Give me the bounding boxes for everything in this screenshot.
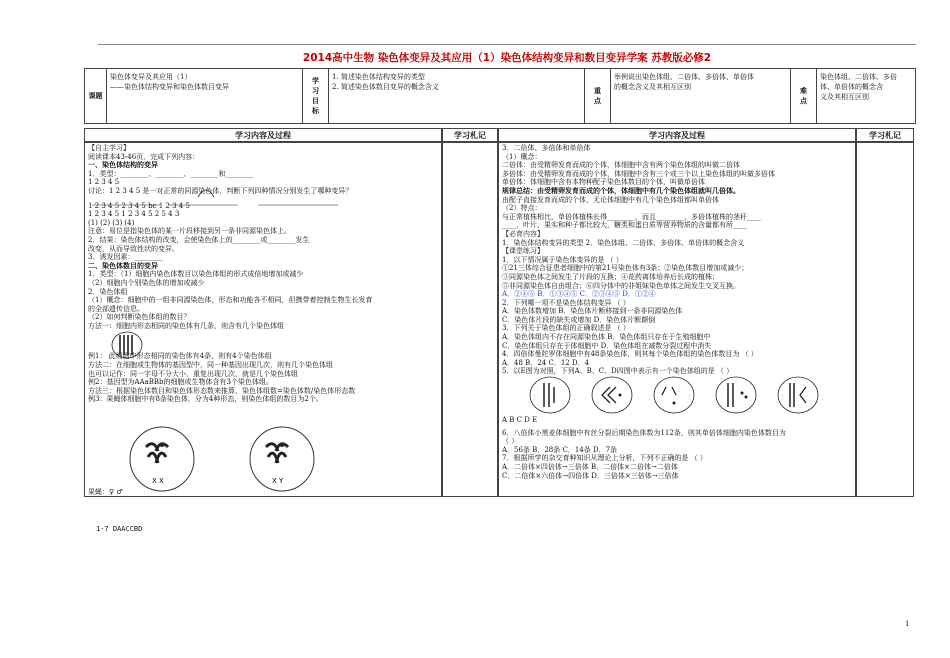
- question: 7．根据所学的杂交育种知识从理论上分析，下列不正确的是 （ ）: [502, 454, 707, 463]
- chromosome-row: 1 2 3 4 5 2 3 4 5 bc 1 2 3 4 5: [88, 201, 190, 210]
- figure-labels: (1) (2) (3) (4): [88, 218, 135, 227]
- goal-line-2: 2. 简述染色体数目变异的概念含义: [332, 83, 439, 91]
- right-notes-heading: 学习札记: [856, 128, 914, 142]
- male-sex-chromosomes: X Y: [272, 477, 284, 485]
- key-label: 重点: [585, 69, 611, 123]
- text-line: 【课堂练习】: [502, 247, 544, 256]
- text-line: 改变，从而导致性状的变异。: [88, 244, 179, 253]
- right-content-text: [502, 144, 854, 480]
- text-line: 的全部遗传信息。: [88, 304, 144, 313]
- key-line-2: 的概念含义及其相互区别: [614, 83, 691, 91]
- male-chromosomes: [266, 444, 288, 463]
- figure-labels: A B C D E: [502, 416, 538, 425]
- text-line: ③同源染色体之间发生了片段的互换；④花药离体培养后长成的植株；: [502, 272, 719, 281]
- cell-figure-c: [654, 377, 694, 413]
- difficult-cell: [817, 69, 913, 123]
- top-rule: [98, 44, 916, 45]
- topic-label: 课题: [85, 69, 107, 123]
- answer-key: 1-7 DAACCBD: [96, 525, 143, 533]
- options: A．染色体数增加 B．染色体片断移接到一条非同源染色体: [502, 307, 683, 316]
- topic-line-2: ——染色体结构变异和染色体数目变异: [110, 83, 229, 91]
- text-line: 方法二：在细胞或生物体的基因型中，同一种基因出现几次，则有几个染色体组: [88, 361, 333, 370]
- chromosome-row: 1 2 3 4 5 1 2 3 4 5 2 5 4 3: [88, 210, 180, 219]
- text-line: 【自主学习】: [88, 144, 130, 152]
- text-line: 例1： 此细胞中形态相同的染色体有4条，则有4个染色体组: [88, 352, 272, 361]
- text-line: 2．染色体组: [88, 287, 128, 296]
- text-line: 3．二倍体、多倍体和单倍体: [502, 144, 591, 152]
- text-line: 例3：果蝇体细胞中有8条染色体，分为4种形态，则染色体组的数目为2个。: [88, 395, 323, 404]
- chromosome-variation-figure: [88, 183, 368, 213]
- text-line: 多倍体：由受精卵发育而成的个体，体细胞中含有三个或三个以上染色体组的叫做多倍体: [502, 169, 775, 178]
- text-line: 讨论：1 2 3 4 5 是一对正常的同源染色体，判断下列四种情况分别发生了哪种变异？: [88, 186, 353, 195]
- section-heading: 二、染色体数目的变异: [88, 261, 158, 270]
- cell-figure-d: [716, 377, 756, 413]
- goal-label: 学习目标: [303, 69, 329, 123]
- inversion-loop: [198, 190, 214, 197]
- text-line: （1）概念：细胞中的一组非同源染色体，形态和功能各不相同，但携带着控制生物生长发育: [88, 296, 373, 305]
- female-chromosomes: [146, 444, 168, 463]
- question: 2．下列哪一项不是染色体结构变异 （ ）: [502, 298, 630, 307]
- text-line: 2．结果：染色体结构的改变，会使染色体上的________或________发生: [88, 235, 310, 244]
- text-line: 方法三：根据染色体数目和染色体形态数来推算，染色体组数=染色体数/染色体形态数: [88, 386, 356, 395]
- options: C．染色体组只存在于体细胞中 D．染色体组在减数分裂过程中消失: [502, 341, 712, 350]
- text-line: （2）如何判断染色体组的数目？: [88, 313, 191, 322]
- text-line: 1．染色体结构变异的类型 2．染色体组、二倍体、多倍体、单倍体的概念含义: [502, 238, 745, 247]
- options: A．48 B．24 C．12 D．4: [502, 358, 590, 367]
- text-line: ____，叶片、果实和种子都比较大，糖类和蛋白质等营养物质的含量都有所____: [502, 221, 747, 230]
- text-line: ⑤非同源染色体自由组合；⑥四分体中的非姐妹染色单体之间发生交叉互换。: [502, 281, 740, 290]
- difficult-line-1: 染色体组、二倍体、多倍体、单倍体的概念含: [820, 73, 897, 91]
- options: A．二倍体×四倍体→三倍体 B．二倍体×二倍体→二倍体: [502, 463, 678, 471]
- key-cell: [611, 69, 791, 123]
- text-line: 与正常植株相比，单倍体植株长得________，而且________，多倍体植株的茎秆____: [502, 212, 761, 221]
- text-line: 阅读课本43-46页，完成下列内容：: [88, 152, 200, 161]
- topic-line-1: 染色体变异及其应用（1）: [110, 73, 192, 81]
- cell-outline: [112, 332, 142, 358]
- text-line: 二倍体：由受精卵发育而成的个体，体细胞中含有两个染色体组的叫做二倍体: [502, 161, 740, 170]
- text-line: ①21三体综合征患者细胞中的第21号染色体有3条；②染色体数目增加或减少；: [502, 264, 749, 273]
- female-sex-chromosomes: X X: [152, 477, 164, 485]
- cell-figure-e: [778, 377, 818, 413]
- question: 5．以E图为对照，下列A、B、C、D四图中表示有一个染色体组的是 （ ）: [502, 367, 734, 376]
- options: A．②④⑤ B．①③④⑤ C．②③④⑤ D．①②④: [502, 290, 656, 299]
- difficult-line-2: 义及其相互区别: [820, 93, 869, 101]
- rule-summary: 规律总结：由受精卵发育而成的个体，体细胞中有几个染色体组就叫几倍体。: [502, 186, 740, 195]
- chromosome-row: 1 2 3 4 5: [88, 178, 120, 187]
- text-line: （1）概念：: [502, 152, 542, 161]
- female-dot-chromosome: [160, 443, 164, 447]
- question: 6．八倍体小黑麦体细胞中有丝分裂后期染色体数为112条，则其单倍体细胞内染色体数目为: [502, 428, 786, 437]
- left-notes-panel: [442, 142, 498, 497]
- lesson-info-table: [84, 68, 916, 124]
- fruit-fly-karyotypes: [118, 425, 358, 495]
- page-number: 1: [905, 620, 910, 628]
- text-line: 也可以记作：同一字母不分大小，重复出现几次，就是几个染色体组: [88, 369, 298, 378]
- text-line: 【必育内容】: [502, 229, 544, 238]
- question: 1．以下情况属于染色体变异的是 （ ）: [502, 255, 623, 264]
- options: A．56条 B．28条 C．14条 D．7条: [502, 445, 618, 454]
- cell-figure-a: [530, 377, 570, 413]
- right-content-heading: 学习内容及过程: [498, 128, 856, 142]
- key-line-1: 举例说出染色体组、二倍体、多倍体、单倍体: [614, 73, 754, 81]
- text-line: 注意：易位是指染色体的某一片段移接到另一条非同源染色体上。: [88, 227, 291, 236]
- question: 3．下列关于染色体组的正确叙述是 （ ）: [502, 324, 630, 333]
- text-line: 1．类型：（1）细胞内染色体数目以染色体组的形式成倍地增加或减少: [88, 270, 304, 279]
- difficult-label: 难点: [791, 69, 817, 123]
- section-heading: 一、染色体结构的变异: [88, 161, 158, 170]
- text-line: 3．诱发因素：________: [88, 253, 163, 262]
- text-line: （2）特点：: [502, 204, 542, 213]
- text-line: 单倍体：体细胞中含有本物种配子染色体数目的个体，叫做单倍体: [502, 178, 705, 187]
- cell-figure-b: [592, 377, 632, 413]
- right-notes-panel: [856, 142, 914, 497]
- left-notes-heading: 学习札记: [442, 128, 498, 142]
- options: C．二倍体×六倍体→四倍体 D．三倍体×三倍体→三倍体: [502, 471, 679, 480]
- text-line: 由配子直接发育而成的个体，无论体细胞中有几个染色体组都叫单倍体: [502, 195, 719, 204]
- options: A．染色体组内不存在同源染色体 B．染色体组只存在于生殖细胞中: [502, 333, 711, 342]
- text-line: 1．类型：________、________、________和________: [88, 169, 254, 178]
- goal-line-1: 1. 简述染色体结构变异的类型: [332, 73, 425, 81]
- text-line: 例2：基因型为AAaBBb的细胞或生物体含有3个染色体组。: [88, 378, 273, 387]
- question: 4．四倍体曼陀罗体细胞中有48条染色体，则其每个染色体组的染色体数目为 （ ）: [502, 350, 758, 359]
- example-cell-figure: [110, 330, 144, 360]
- goal-cell: [329, 69, 585, 123]
- text-line: （2）细胞内个别染色体的增加或减少: [88, 278, 205, 287]
- text-line: 方法一：细胞内形态相同的染色体有几条，则含有几个染色体组: [88, 321, 284, 330]
- document-title: 2014高中生物 染色体变异及其应用（1）染色体结构变异和数目变异学案 苏教版必修2: [302, 52, 712, 64]
- fruit-fly-caption: 果蝇：♀ ♂: [88, 488, 123, 496]
- options: C．染色体片段的缺失或增加 D．染色体片断颠倒: [502, 315, 656, 324]
- left-content-heading: 学习内容及过程: [84, 128, 442, 142]
- question5-cell-figures: [520, 375, 820, 415]
- text-line: （ ）: [502, 437, 519, 446]
- male-dot-chromosome: [280, 443, 284, 447]
- topic-cell: [107, 69, 303, 123]
